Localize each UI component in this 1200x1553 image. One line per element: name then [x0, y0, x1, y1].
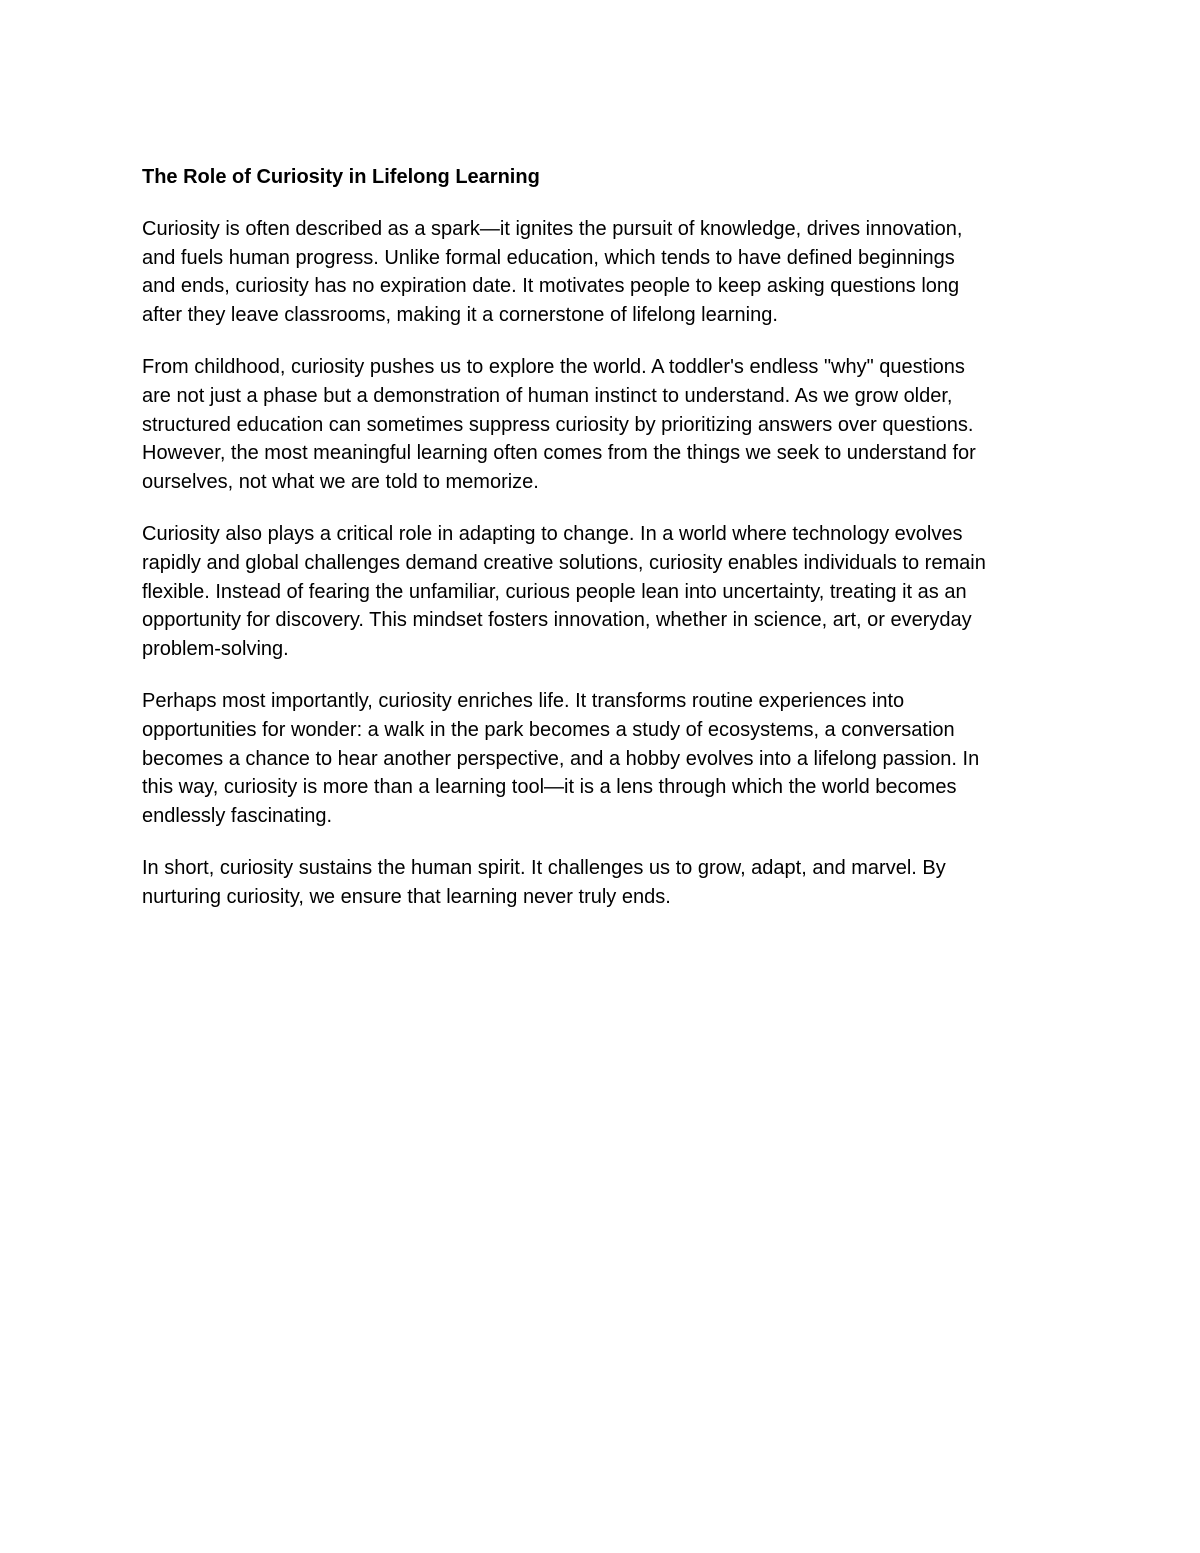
paragraph-4: [142, 687, 1062, 830]
paragraph-line: and fuels human progress. Unlike formal education, which tends to have defined beginnings: [142, 246, 955, 269]
paragraph-line: endlessly fascinating.: [142, 804, 333, 827]
paragraph-line: are not just a phase but a demonstration of human instinct to understand. As we grow older,: [142, 384, 953, 407]
document-body: [142, 163, 1062, 935]
paragraph-line: after they leave classrooms, making it a cornerstone of lifelong learning.: [142, 303, 778, 326]
paragraph-line: ourselves, not what we are told to memorize.: [142, 470, 539, 493]
paragraph-line: flexible. Instead of fearing the unfamiliar, curious people lean into uncertainty, treating it as an: [142, 580, 967, 603]
paragraph-2: [142, 353, 1062, 496]
paragraph-line: Curiosity is often described as a spark—it ignites the pursuit of knowledge, drives innovation,: [142, 218, 963, 240]
paragraph-line: and ends, curiosity has no expiration date. It motivates people to keep asking questions long: [142, 275, 960, 298]
paragraph-line: this way, curiosity is more than a learning tool—it is a lens through which the world becomes: [142, 776, 957, 799]
paragraph-line: However, the most meaningful learning often comes from the things we seek to understand for: [142, 442, 976, 465]
paragraph-line: In short, curiosity sustains the human spirit. It challenges us to grow, adapt, and marvel. By: [142, 857, 946, 880]
paragraph-line: becomes a chance to hear another perspective, and a hobby evolves into a lifelong passion. In: [142, 747, 980, 770]
paragraph-line: opportunities for wonder: a walk in the park becomes a study of ecosystems, a conversation: [142, 718, 955, 741]
paragraph-1: [142, 215, 1062, 329]
paragraph-5: [142, 854, 1062, 911]
paragraph-line: opportunity for discovery. This mindset fosters innovation, whether in science, art, or everyday: [142, 609, 972, 632]
paragraph-line: structured education can sometimes suppress curiosity by prioritizing answers over questions.: [142, 413, 974, 436]
document-title: The Role of Curiosity in Lifelong Learning: [142, 166, 540, 188]
paragraph-line: problem-solving.: [142, 637, 289, 660]
paragraph-line: rapidly and global challenges demand creative solutions, curiosity enables individuals to remain: [142, 551, 986, 574]
paragraph-3: [142, 520, 1062, 663]
paragraph-line: From childhood, curiosity pushes us to explore the world. A toddler's endless "why" questions: [142, 356, 965, 379]
paragraph-line: nurturing curiosity, we ensure that learning never truly ends.: [142, 885, 671, 908]
paragraph-line: Curiosity also plays a critical role in adapting to change. In a world where technology evolves: [142, 523, 963, 546]
paragraph-line: Perhaps most importantly, curiosity enriches life. It transforms routine experiences into: [142, 690, 905, 713]
